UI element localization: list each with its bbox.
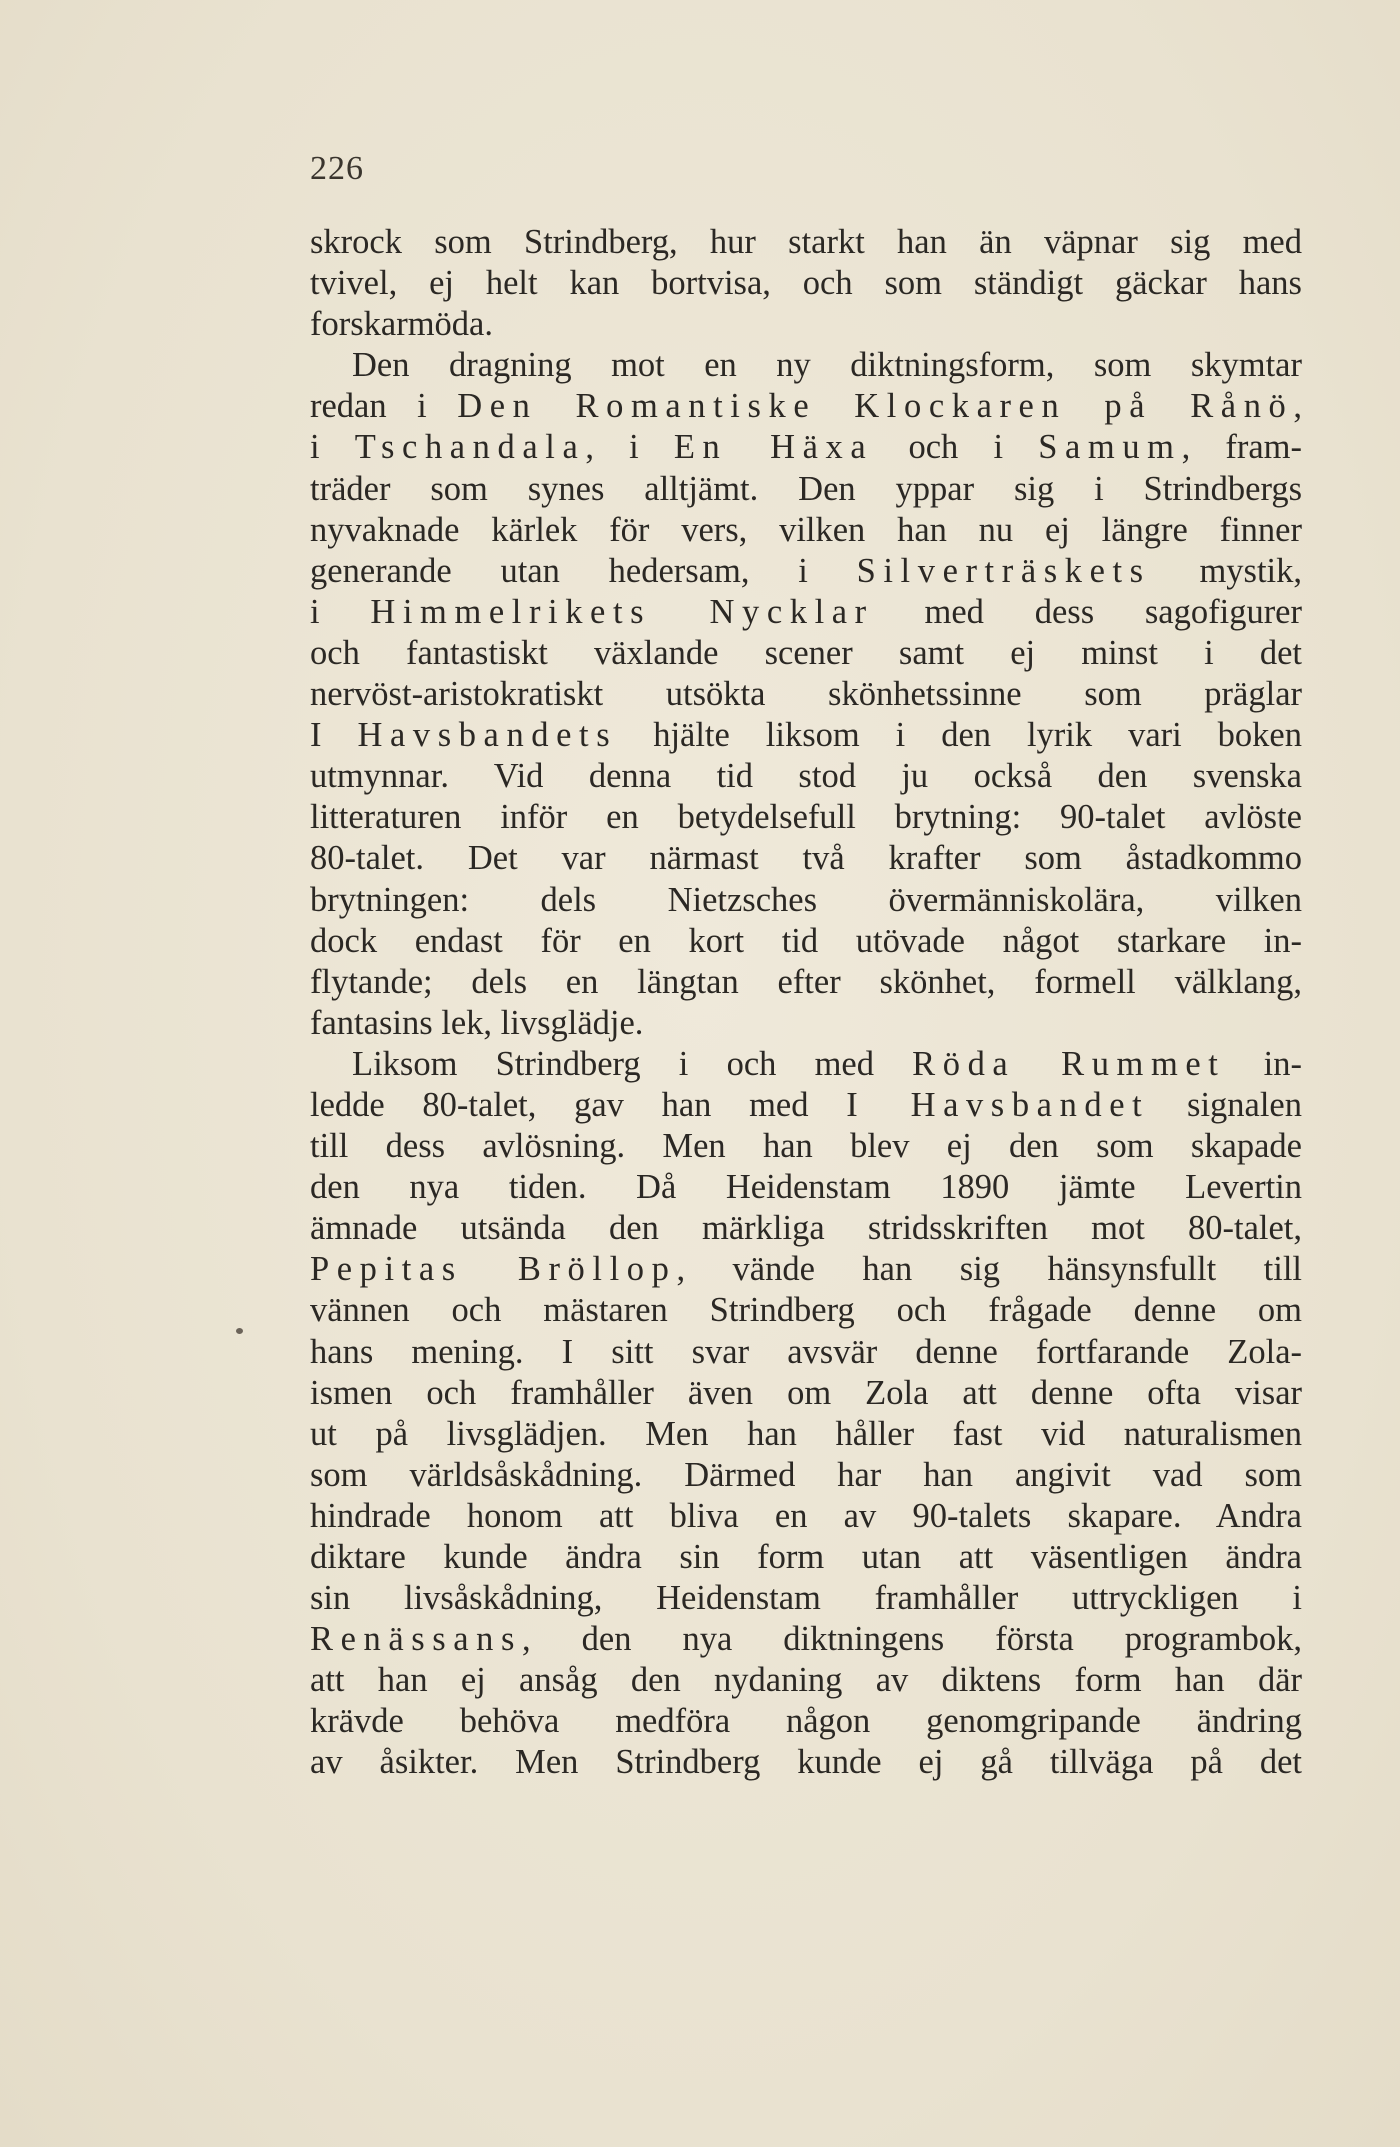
text-line bbox=[310, 838, 1302, 879]
text-run: , vände han sig hänsynsfullt till bbox=[676, 1250, 1302, 1289]
text-run: i bbox=[310, 592, 371, 631]
text-run: nyvaknade kärlek för vers, vilken han nu ej längre finner bbox=[310, 510, 1302, 549]
text-line bbox=[310, 674, 1302, 715]
text-run: dock endast för en kort tid utövade något starkare in- bbox=[310, 921, 1302, 960]
page-number: 226 bbox=[310, 150, 364, 187]
text-line bbox=[310, 510, 1302, 551]
text-line bbox=[310, 551, 1302, 592]
text-run: Den dragning mot en ny diktningsform, som skymtar bbox=[352, 346, 1302, 385]
spaced-title: Den Romantiske Klockaren på Rånö bbox=[457, 387, 1294, 426]
text-line bbox=[310, 1085, 1302, 1126]
text-line bbox=[310, 797, 1302, 838]
text-run: , i bbox=[585, 428, 674, 467]
text-line bbox=[310, 427, 1302, 468]
text-run: 80-talet. Det var närmast två krafter som åstadkommo bbox=[310, 839, 1302, 878]
spaced-title: Silverträskets bbox=[856, 551, 1151, 590]
text-run: diktare kunde ändra sin form utan att väsentligen ändra bbox=[310, 1538, 1302, 1576]
text-line bbox=[310, 1455, 1302, 1496]
text-run: sin livsåskådning, Heidenstam framhåller uttryckligen i bbox=[310, 1579, 1302, 1618]
text-line bbox=[310, 962, 1302, 1003]
text-line bbox=[310, 345, 1302, 386]
spaced-title: Pepitas Bröllop bbox=[310, 1250, 677, 1289]
text-line bbox=[310, 1126, 1302, 1167]
text-run: , den nya diktningens första programbok, bbox=[522, 1620, 1302, 1659]
text-run: brytningen: dels Nietzsches övermänniskolära, vilken bbox=[310, 880, 1302, 919]
spaced-title: Samum bbox=[1038, 428, 1182, 467]
text-run: ledde 80-talet, gav han med bbox=[310, 1085, 847, 1124]
text-run: i bbox=[310, 428, 355, 467]
text-run: av åsikter. Men Strindberg kunde ej gå tillväga på det bbox=[310, 1743, 1302, 1782]
text-line bbox=[310, 1208, 1302, 1249]
text-run: forskarmöda. bbox=[310, 305, 493, 344]
text-run: litteraturen inför en betydelsefull brytning: 90-talet avlöste bbox=[310, 798, 1302, 837]
text-run: och fantastiskt växlande scener samt ej minst i det bbox=[310, 633, 1302, 672]
text-run: fantasins lek, livsglädje. bbox=[310, 1003, 644, 1042]
body-text bbox=[310, 222, 1302, 1784]
text-line bbox=[310, 1578, 1302, 1619]
text-run: mystik, bbox=[1150, 551, 1302, 590]
text-run: med dess sagofigurer bbox=[873, 592, 1302, 631]
text-run: hindrade honom att bliva en av 90-talets skapare. Andra bbox=[310, 1496, 1302, 1535]
text-line bbox=[310, 756, 1302, 797]
text-run: , bbox=[1293, 387, 1302, 426]
text-run: signalen bbox=[1149, 1085, 1302, 1124]
text-line bbox=[310, 1537, 1302, 1578]
text-run: I bbox=[310, 716, 358, 755]
text-line bbox=[310, 263, 1302, 304]
text-run: ismen och framhåller även om Zola att denne ofta visar bbox=[310, 1373, 1302, 1412]
spaced-title: Tschandala bbox=[354, 428, 586, 467]
text-run: in- bbox=[1225, 1044, 1302, 1083]
text-run: krävde behöva medföra någon genomgripande ändring bbox=[310, 1702, 1302, 1741]
spaced-title: Himmelrikets Nycklar bbox=[370, 592, 874, 631]
text-run: som världsåskådning. Därmed har han angivit vad som bbox=[310, 1455, 1302, 1494]
text-line bbox=[310, 222, 1302, 263]
spaced-title: Renässans bbox=[310, 1620, 523, 1659]
ink-speck bbox=[236, 1328, 243, 1334]
text-run: utmynnar. Vid denna tid stod ju också den svenska bbox=[310, 757, 1302, 796]
text-run: till dess avlösning. Men han blev ej den som skapade bbox=[310, 1127, 1302, 1166]
text-line bbox=[310, 1290, 1302, 1331]
text-line bbox=[310, 1701, 1302, 1742]
text-line bbox=[310, 1373, 1302, 1414]
text-run: redan i bbox=[310, 387, 458, 426]
text-line bbox=[310, 1332, 1302, 1373]
text-run: Liksom Strindberg i och med bbox=[352, 1044, 913, 1083]
text-run: och i bbox=[873, 428, 1039, 467]
text-run: flytande; dels en längtan efter skönhet, formell välklang, bbox=[310, 962, 1302, 1001]
text-line bbox=[310, 1496, 1302, 1537]
text-run: hans mening. I sitt svar avsvär denne fortfarande Zola- bbox=[310, 1332, 1302, 1371]
text-run: skrock som Strindberg, hur starkt han än väpnar sig med bbox=[310, 223, 1302, 261]
text-line bbox=[310, 715, 1302, 756]
text-run: hjälte liksom i den lyrik vari boken bbox=[617, 716, 1302, 755]
text-run: ut på livsglädjen. Men han håller fast vid naturalismen bbox=[310, 1414, 1302, 1453]
text-line bbox=[310, 1003, 1302, 1044]
text-run: den nya tiden. Då Heidenstam 1890 jämte Levertin bbox=[310, 1168, 1302, 1207]
text-line bbox=[310, 592, 1302, 633]
text-line bbox=[310, 1044, 1302, 1085]
text-run: nervöst-aristokratiskt utsökta skönhetssinne som präglar bbox=[310, 675, 1302, 714]
text-run: ämnade utsända den märkliga stridsskriften mot 80-talet, bbox=[310, 1209, 1302, 1248]
text-run: att han ej ansåg den nydaning av diktens form han där bbox=[310, 1661, 1302, 1700]
text-line bbox=[310, 921, 1302, 962]
text-run: träder som synes alltjämt. Den yppar sig i Strindbergs bbox=[310, 469, 1302, 508]
text-line bbox=[310, 633, 1302, 674]
spaced-title: Röda Rummet bbox=[912, 1044, 1226, 1083]
spaced-title: En Häxa bbox=[673, 428, 874, 467]
text-line bbox=[310, 1249, 1302, 1290]
text-line bbox=[310, 1619, 1302, 1660]
text-run: generande utan hedersam, i bbox=[310, 551, 857, 590]
text-line bbox=[310, 304, 1302, 345]
text-line bbox=[310, 1660, 1302, 1701]
text-line bbox=[310, 386, 1302, 427]
text-line bbox=[310, 469, 1302, 510]
text-line bbox=[310, 880, 1302, 921]
text-line bbox=[310, 1167, 1302, 1208]
spaced-title: Havsbandets bbox=[357, 716, 618, 755]
text-run: vännen och mästaren Strindberg och frågade denne om bbox=[310, 1291, 1302, 1330]
text-line bbox=[310, 1414, 1302, 1455]
text-run: , fram- bbox=[1181, 428, 1302, 467]
spaced-title: I Havsbandet bbox=[846, 1085, 1150, 1124]
text-line bbox=[310, 1742, 1302, 1783]
text-run: tvivel, ej helt kan bortvisa, och som ständigt gäckar hans bbox=[310, 264, 1302, 303]
